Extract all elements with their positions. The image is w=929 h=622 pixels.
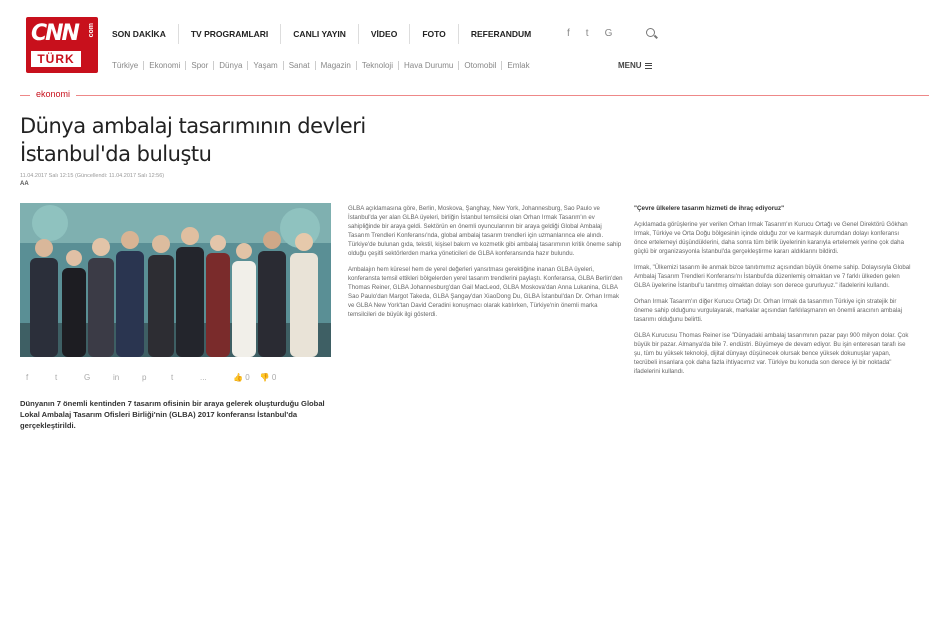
facebook-icon[interactable]: f [567,28,570,39]
share-google-icon[interactable]: G [84,373,91,382]
article-title [20,112,400,168]
share-bar [26,373,229,382]
menu-button[interactable] [618,61,652,70]
twitter-icon[interactable]: t [585,28,589,39]
logo-turk-text: TÜRK [31,51,81,67]
subnav-teknoloji[interactable]: Teknoloji [357,61,399,70]
section-divider [20,95,929,96]
article-photo [20,203,331,357]
top-navigation [100,24,543,44]
subnav-turkiye[interactable]: Türkiye [112,61,144,70]
body-paragraph: Ambalajın hem küresel hem de yerel değerleri yansıtması gerektiğine inanan GLBA üyeleri, konferansta temsil ettikleri bölgelerden yerel tasarım trendlerini paylaştı. Konferansa, GLBA Berlin'den Thomas Reiner, GLBA Johannesburg'dan Gail MacLeod, GLBA Moskova'dan Anna Lukanina, GLBA Sao Paulo'dan Margot Takeda, GLBA Şangay'dan XiaoDong Du, GLBA İstanbul'dan Dr. Orhan Irmak ve GLBA New York'tan David Ceradini konuşmacı olarak katılırken, Türkiye'nin önemli marka temsilcileri de büyük ilgi gösterdi. [348,266,623,318]
share-tumblr-icon[interactable]: t [171,373,174,382]
cnnturk-logo[interactable] [26,17,98,73]
subnav-ekonomi[interactable]: Ekonomi [144,61,186,70]
nav-referandum[interactable]: REFERANDUM [470,29,532,39]
article-body-column-1 [348,204,623,326]
menu-label: MENU [618,61,642,70]
share-linkedin-icon[interactable]: in [113,373,120,382]
dislike-button[interactable]: 👎 0 [259,373,277,382]
share-more-icon[interactable]: ... [200,373,207,382]
article-body-column-2 [634,204,911,383]
subnav-magazin[interactable]: Magazin [316,61,357,70]
social-links [567,28,612,39]
article-date: 11.04.2017 Salı 12:15 (Güncellendi: 11.04.2017 Salı 12:56) [20,173,165,179]
subnav-dunya[interactable]: Dünya [214,61,248,70]
nav-canli-yayin[interactable]: CANLI YAYIN [281,24,359,44]
google-plus-icon[interactable]: G [604,28,613,39]
like-count: 0 [245,373,250,382]
article-lead: Dünyanın 7 önemli kentinden 7 tasarım ofisinin bir araya gelerek oluşturduğu Global Lokal Ambalaj Tasarım Ofisleri Birliği'nin (GLBA) 2017 konferansı İstanbul'da gerçekleştirildi. [20,399,325,430]
subnav-emlak[interactable]: Emlak [507,61,530,70]
dislike-count: 0 [271,373,277,382]
nav-foto[interactable]: FOTO [410,24,458,44]
subnav-spor[interactable]: Spor [186,61,214,70]
logo-com-text: com [88,23,95,38]
subnav-otomobil[interactable]: Otomobil [459,61,502,70]
subnav-sanat[interactable]: Sanat [284,61,316,70]
body-paragraph: Irmak, "Ülkemizi tasarım ile anmak bizce tanıtımımız açısından büyük öneme sahip. Dolayısıyla Global Ambalaj Tasarım Trendleri Konferansı'nı İstanbul'da düzenlemiş olmaktan ve 7 farklı ülkeden gelen GLBA üyelerine İstanbul'u tanıtmış olmaktan dolayı son derece gururluyuz." ifadelerini kullandı. [634,264,911,289]
share-pinterest-icon[interactable]: p [142,373,147,382]
article-source: AA [20,181,29,187]
search-icon[interactable] [646,28,657,39]
section-label[interactable]: ekonomi [30,89,76,99]
body-paragraph: Açıklamada görüşlerine yer verilen Orhan Irmak Tasarım'ın Kurucu Ortağı ve Genel Direktörü Gökhan Irmak, Türkiye ve Orta Doğu bölgesinin içinde olduğu zor ve karmaşık durumdan dolayı konferansı önce ertelemeyi düşündüklerini, daha sonra tüm birlik üyelerinin kararıyla ertelemek yerine çok daha güçlü bir organizasyonla İstanbul'da gerçekleştirme kararı aldıklarını bildirdi. [634,221,908,255]
like-button[interactable]: 👍 0 [233,373,250,382]
hamburger-icon [645,63,652,69]
logo-cnn-text: CNN [31,21,78,46]
body-paragraph: GLBA Kurucusu Thomas Reiner ise "Dünyadaki ambalaj tasarımının pazar payı 900 milyon dolar. Çok büyük bir pazar. Almanya'da bile 7. endüstri. Büyümeye de devam ediyor. Bu işin enteresan tarafı ise şu, tüm bu yüksek teknoloji, dijital dünyayı düşünecek olursak bence yüksek dokunuşlar yapan, tecrübeli insanlara çok daha fazla ihtiyacımız var. Türkiye bu konuda son derece iyi bir noktada" ifadelerini kullandı. [634,332,909,375]
body-paragraph: GLBA açıklamasına göre, Berlin, Moskova, Şanghay, New York, Johannesburg, Sao Paulo ve İstanbul'da yer alan GLBA üyeleri, birliğin İstanbul temsilcisi olan Orhan Irmak Tasarım'ın ev sahipliğinde bir araya geldi. Sektörün en önemli oyuncularının bir araya geldiği Global Ambalaj Tasarım Trendleri Konferansı'nda, global ambalaj tasarım trendleri için uzmanlarınca ele alındı. Türkiye'de bulunan gıda, tekstil, kişisel bakım ve kozmetik gibi ambalaj tasarımının kritik öneme sahip olduğu çeşitli sektörlerden marka yöneticileri de GLBA konferansında hazır bulundu. [348,205,622,257]
nav-tv-programlari[interactable]: TV PROGRAMLARI [179,24,281,44]
subnav-hava-durumu[interactable]: Hava Durumu [399,61,459,70]
article-subheading: "Çevre ülkelere tasarım hizmeti de ihraç ediyoruz" [634,205,785,212]
group-photo-illustration [20,203,331,357]
reaction-counts [233,373,276,382]
share-facebook-icon[interactable]: f [26,373,29,382]
subnav-yasam[interactable]: Yaşam [248,61,283,70]
nav-son-dakika[interactable]: SON DAKİKA [100,24,179,44]
nav-video[interactable]: VİDEO [359,24,410,44]
article-title-line2: İstanbul'da buluştu [20,142,212,166]
article-title-line1: Dünya ambalaj tasarımının devleri [20,114,366,138]
body-paragraph: Orhan Irmak Tasarım'ın diğer Kurucu Ortağı Dr. Orhan Irmak da tasarımın Türkiye için stratejik bir öneme sahip olduğunu vurgulayarak, markalar açısından farklılaşmanın en önemli aracının ambalaj tasarımı olduğunu belirtti. [634,298,902,323]
share-twitter-icon[interactable]: t [55,373,58,382]
category-navigation [112,61,535,70]
